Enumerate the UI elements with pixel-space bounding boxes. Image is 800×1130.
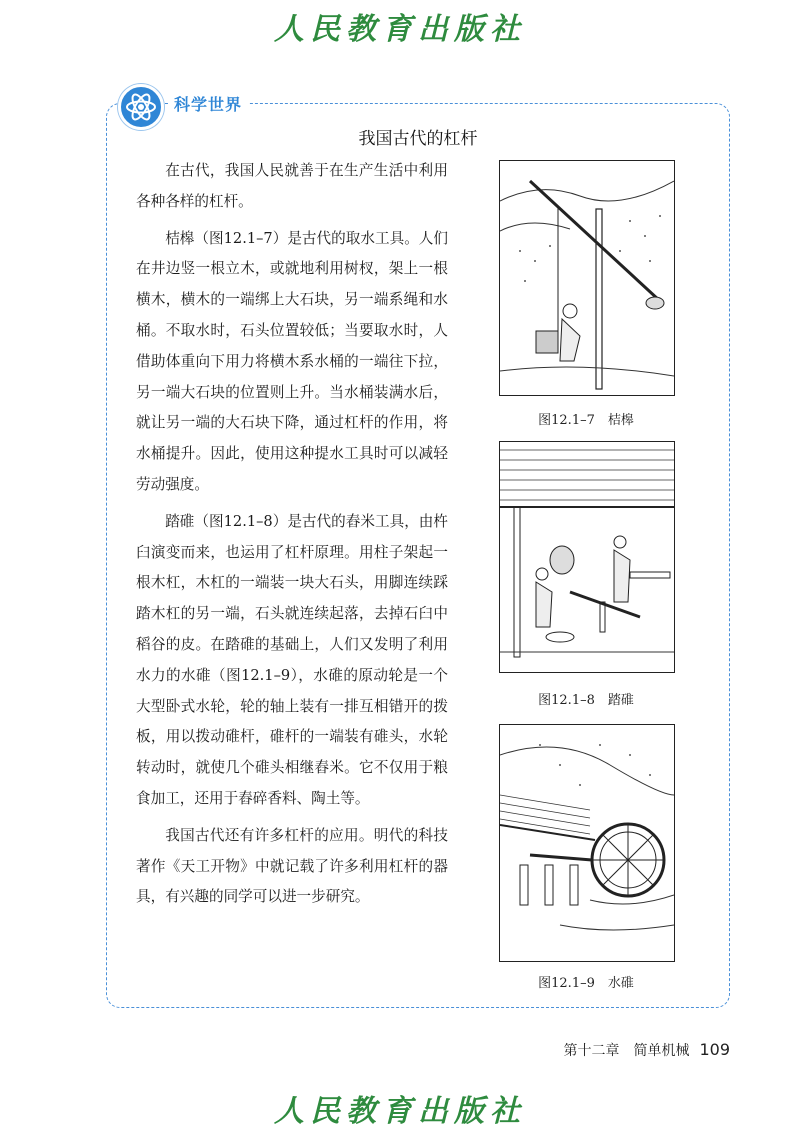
paragraph: 踏碓（图12.1–8）是古代的舂米工具，由杵臼演变而来，也运用了杠杆原理。用柱子架起一根木杠，木杠的一端装一块大石头，用脚连续踩踏木杠的另一端，石头就连续起落，去掉石臼中稻谷的皮。在踏碓的基础上，人们又发明了利用水力的水碓（图12.1–9），水碓的原动轮是一个大型卧式水轮，轮的轴上装有一排互相错开的拨板，用以拨动碓杆，碓杆的一端装有碓头，水轮转动时，就使几个碓头相继舂米。它不仅用于粮食加工，还用于舂碎香料、陶土等。: [136, 512, 448, 807]
figure-well-sweep: [499, 160, 675, 396]
article-body: [136, 156, 448, 919]
figure-caption: 图12.1–8 踏碓: [538, 693, 634, 708]
figure-caption: 图12.1–9 水碓: [538, 976, 634, 991]
article-title: 我国古代的杠杆: [358, 129, 478, 149]
publisher-watermark-top: 人民教育出版社: [274, 12, 526, 47]
paragraph: 在古代，我国人民就善于在生产生活中利用各种各样的杠杆。: [136, 162, 448, 210]
page-number: 109: [699, 1040, 730, 1059]
figure-foot-pestle: [499, 441, 675, 673]
paragraph: 桔槔（图12.1–7）是古代的取水工具。人们在井边竖一根立木，或就地利用树杈，架上一根横木，横木的一端绑上大石块，另一端系绳和水桶。不取水时，石头位置较低；当要取水时，人借助体重向下用力将横木系水桶的一端往下拉，另一端大石块的位置则上升。当水桶装满水后，就让另一端的大石块下降，通过杠杆的作用，将水桶提升。因此，使用这种提水工具时可以减轻劳动强度。: [136, 229, 448, 493]
figure-water-pestle: [499, 724, 675, 962]
chapter-title: 第十二章 简单机械: [563, 1043, 690, 1059]
page-footer: [563, 1040, 730, 1060]
figure-caption: 图12.1–7 桔槔: [538, 413, 634, 428]
section-label: 科学世界: [168, 92, 248, 115]
publisher-watermark-bottom: 人民教育出版社: [274, 1094, 526, 1129]
paragraph: 我国古代还有许多杠杆的应用。明代的科技著作《天工开物》中就记载了许多利用杠杆的器具，有兴趣的同学可以进一步研究。: [136, 826, 448, 906]
